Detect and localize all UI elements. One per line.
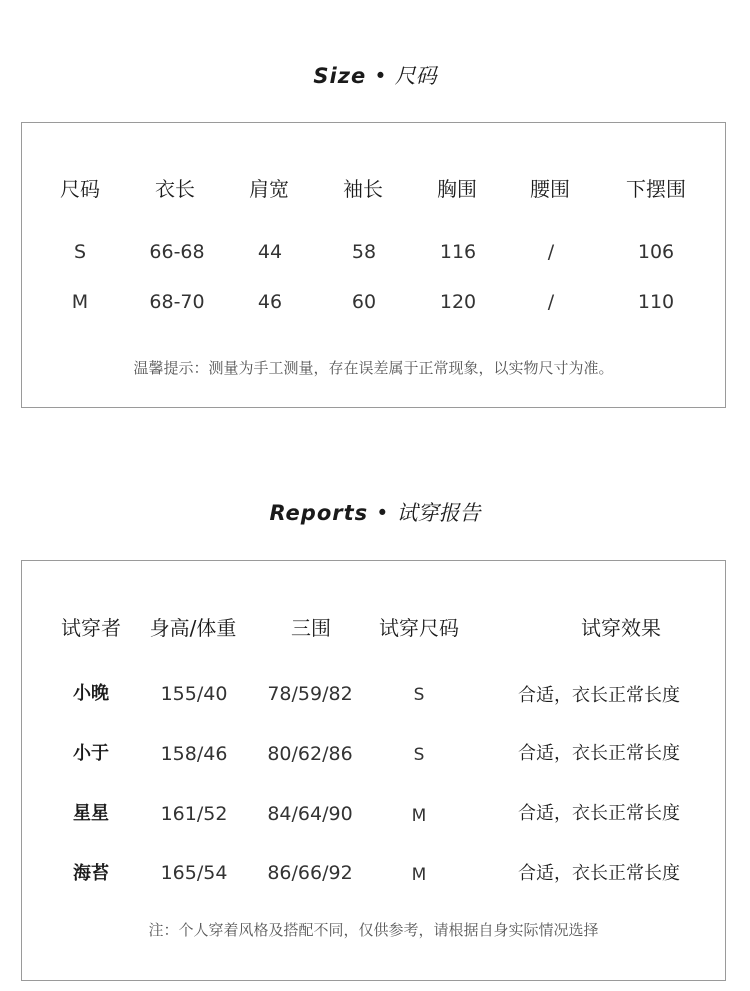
- size-title-zh: 尺码: [394, 64, 437, 88]
- size-cell: /: [547, 241, 555, 263]
- size-cell: 58: [351, 241, 377, 263]
- size-table-box: [21, 122, 726, 408]
- size-header-sleeve: 袖长: [343, 177, 383, 201]
- size-header-hem: 下摆围: [626, 177, 686, 201]
- size-cell: 68-70: [149, 291, 205, 313]
- tester-name: 星星: [73, 803, 109, 824]
- size-header-shoulder: 肩宽: [249, 177, 289, 201]
- tester-name: 小晚: [73, 683, 109, 704]
- fit-effect: 合适，衣长正常长度: [518, 803, 680, 824]
- reports-header-height-weight: 身高/体重: [149, 616, 237, 640]
- measurements: 86/66/92: [267, 862, 353, 884]
- size-cell: 60: [351, 291, 377, 313]
- height-weight: 158/46: [160, 743, 228, 765]
- size-cell: /: [547, 291, 555, 313]
- measurements: 78/59/82: [267, 683, 353, 705]
- reports-title-zh: 试穿报告: [396, 501, 481, 525]
- reports-section-title: [0, 497, 750, 527]
- reports-header-effect: 试穿效果: [581, 616, 661, 640]
- measurements: 84/64/90: [267, 803, 353, 825]
- reports-header-measurements: 三围: [291, 616, 331, 640]
- fit-effect: 合适，衣长正常长度: [518, 685, 680, 706]
- height-weight: 165/54: [160, 862, 228, 884]
- title-separator: •: [376, 501, 389, 525]
- fit-effect: 合适，衣长正常长度: [518, 743, 680, 764]
- size-cell: 106: [637, 241, 675, 263]
- reports-table-box: [21, 560, 726, 981]
- size-cell: 66-68: [149, 241, 205, 263]
- tried-size: M: [411, 865, 427, 885]
- tried-size: S: [413, 685, 425, 705]
- reports-header-tester: 试穿者: [61, 616, 121, 640]
- size-header-size: 尺码: [60, 177, 100, 201]
- height-weight: 161/52: [160, 803, 228, 825]
- reports-title-en: Reports: [269, 501, 369, 525]
- measurements: 80/62/86: [267, 743, 353, 765]
- reports-note: 注：个人穿着风格及搭配不同，仅供参考，请根据自身实际情况选择: [148, 921, 599, 939]
- size-note: 温馨提示：测量为手工测量，存在误差属于正常现象，以实物尺寸为准。: [133, 359, 614, 377]
- tried-size: M: [411, 806, 427, 826]
- title-separator: •: [374, 64, 387, 88]
- size-cell: 110: [637, 291, 675, 313]
- size-cell: S: [73, 241, 87, 263]
- size-cell: 44: [257, 241, 283, 263]
- size-cell: 116: [439, 241, 477, 263]
- size-header-length: 衣长: [155, 177, 195, 201]
- tester-name: 小于: [73, 743, 109, 764]
- size-cell: 46: [257, 291, 283, 313]
- size-header-waist: 腰围: [530, 177, 570, 201]
- size-title-en: Size: [313, 64, 367, 88]
- reports-header-size: 试穿尺码: [379, 616, 459, 640]
- size-section-title: [0, 60, 750, 90]
- tester-name: 海苔: [73, 863, 109, 884]
- height-weight: 155/40: [160, 683, 228, 705]
- tried-size: S: [413, 745, 425, 765]
- size-cell: 120: [439, 291, 477, 313]
- fit-effect: 合适，衣长正常长度: [518, 863, 680, 884]
- size-header-chest: 胸围: [437, 177, 477, 201]
- size-cell: M: [71, 291, 89, 313]
